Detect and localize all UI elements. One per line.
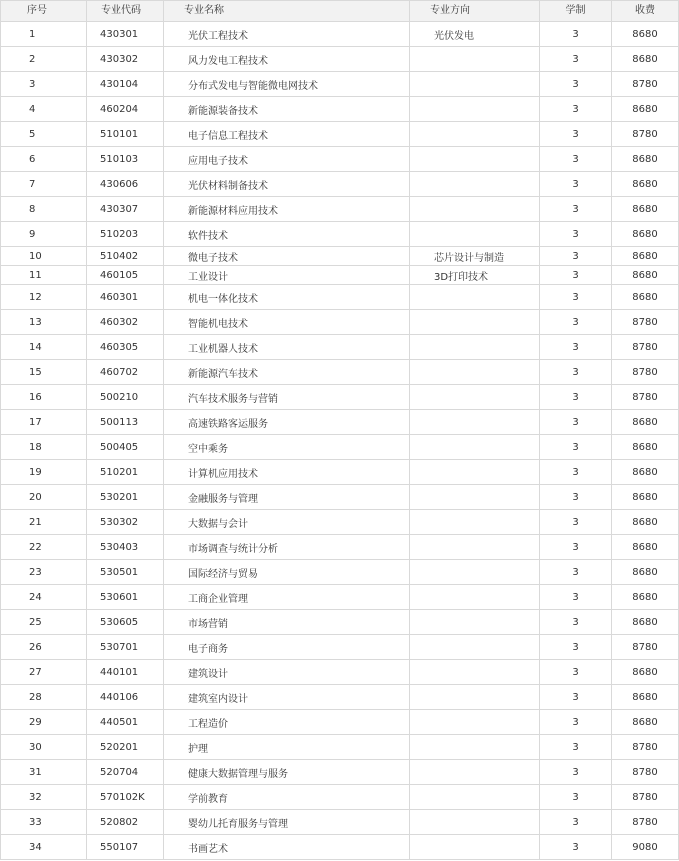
fee-cell: 8780	[612, 735, 679, 760]
years-cell: 3	[540, 660, 612, 685]
code-cell: 440101	[87, 660, 164, 685]
seq-cell: 15	[1, 360, 87, 385]
years-cell: 3	[540, 760, 612, 785]
direction-cell	[410, 285, 540, 310]
fee-cell: 8680	[612, 22, 679, 47]
years-cell: 3	[540, 510, 612, 535]
years-cell: 3	[540, 635, 612, 660]
name-cell: 国际经济与贸易	[164, 560, 410, 585]
fee-cell: 8680	[612, 535, 679, 560]
fee-cell: 8780	[612, 760, 679, 785]
code-cell: 440106	[87, 685, 164, 710]
fee-cell: 8780	[612, 635, 679, 660]
seq-cell: 11	[1, 266, 87, 285]
direction-cell	[410, 610, 540, 635]
code-cell: 510203	[87, 222, 164, 247]
years-cell: 3	[540, 72, 612, 97]
table-row	[1, 335, 679, 360]
name-cell: 健康大数据管理与服务	[164, 760, 410, 785]
years-cell: 3	[540, 810, 612, 835]
code-cell: 460105	[87, 266, 164, 285]
direction-cell	[410, 835, 540, 860]
seq-cell: 7	[1, 172, 87, 197]
fee-cell: 8680	[612, 460, 679, 485]
seq-cell: 23	[1, 560, 87, 585]
seq-cell: 21	[1, 510, 87, 535]
seq-cell: 14	[1, 335, 87, 360]
code-cell: 500113	[87, 410, 164, 435]
name-cell: 智能机电技术	[164, 310, 410, 335]
seq-cell: 5	[1, 122, 87, 147]
name-cell: 高速铁路客运服务	[164, 410, 410, 435]
name-cell: 市场营销	[164, 610, 410, 635]
years-cell: 3	[540, 460, 612, 485]
name-cell: 工程造价	[164, 710, 410, 735]
seq-cell: 27	[1, 660, 87, 685]
name-cell: 机电一体化技术	[164, 285, 410, 310]
code-cell: 520704	[87, 760, 164, 785]
code-cell: 530302	[87, 510, 164, 535]
fee-cell: 8780	[612, 385, 679, 410]
years-cell: 3	[540, 435, 612, 460]
fee-cell: 8680	[612, 560, 679, 585]
direction-cell	[410, 47, 540, 72]
years-cell: 3	[540, 247, 612, 266]
name-cell: 婴幼儿托育服务与管理	[164, 810, 410, 835]
code-cell: 510402	[87, 247, 164, 266]
seq-cell: 29	[1, 710, 87, 735]
code-cell: 510201	[87, 460, 164, 485]
code-cell: 510101	[87, 122, 164, 147]
table-row	[1, 410, 679, 435]
seq-cell: 1	[1, 22, 87, 47]
years-cell: 3	[540, 560, 612, 585]
fee-cell: 8680	[612, 147, 679, 172]
header-fee: 收费	[612, 1, 679, 22]
years-cell: 3	[540, 535, 612, 560]
direction-cell: 芯片设计与制造	[410, 247, 540, 266]
code-cell: 530701	[87, 635, 164, 660]
table-row	[1, 535, 679, 560]
table-row	[1, 760, 679, 785]
years-cell: 3	[540, 147, 612, 172]
seq-cell: 2	[1, 47, 87, 72]
seq-cell: 8	[1, 197, 87, 222]
years-cell: 3	[540, 172, 612, 197]
direction-cell	[410, 360, 540, 385]
fee-cell: 8780	[612, 122, 679, 147]
code-cell: 460302	[87, 310, 164, 335]
code-cell: 570102K	[87, 785, 164, 810]
direction-cell	[410, 385, 540, 410]
seq-cell: 34	[1, 835, 87, 860]
direction-cell	[410, 335, 540, 360]
direction-cell: 3D打印技术	[410, 266, 540, 285]
table-row	[1, 22, 679, 47]
name-cell: 新能源装备技术	[164, 97, 410, 122]
direction-cell	[410, 310, 540, 335]
table-row	[1, 510, 679, 535]
table-row	[1, 610, 679, 635]
fee-cell: 8680	[612, 197, 679, 222]
table-row	[1, 72, 679, 97]
years-cell: 3	[540, 360, 612, 385]
direction-cell	[410, 510, 540, 535]
seq-cell: 16	[1, 385, 87, 410]
table-row	[1, 810, 679, 835]
code-cell: 440501	[87, 710, 164, 735]
direction-cell	[410, 122, 540, 147]
years-cell: 3	[540, 410, 612, 435]
name-cell: 软件技术	[164, 222, 410, 247]
name-cell: 微电子技术	[164, 247, 410, 266]
direction-cell	[410, 172, 540, 197]
code-cell: 430301	[87, 22, 164, 47]
header-seq: 序号	[1, 1, 87, 22]
direction-cell	[410, 410, 540, 435]
table-row	[1, 485, 679, 510]
fee-cell: 8680	[612, 247, 679, 266]
fee-cell: 8780	[612, 310, 679, 335]
name-cell: 护理	[164, 735, 410, 760]
direction-cell	[410, 785, 540, 810]
table-row	[1, 310, 679, 335]
fee-cell: 8680	[612, 410, 679, 435]
fee-cell: 8680	[612, 266, 679, 285]
fee-cell: 8680	[612, 485, 679, 510]
seq-cell: 30	[1, 735, 87, 760]
years-cell: 3	[540, 222, 612, 247]
seq-cell: 31	[1, 760, 87, 785]
seq-cell: 26	[1, 635, 87, 660]
direction-cell	[410, 585, 540, 610]
fee-cell: 8680	[612, 510, 679, 535]
name-cell: 分布式发电与智能微电网技术	[164, 72, 410, 97]
name-cell: 书画艺术	[164, 835, 410, 860]
table-row	[1, 435, 679, 460]
name-cell: 金融服务与管理	[164, 485, 410, 510]
name-cell: 电子信息工程技术	[164, 122, 410, 147]
code-cell: 530601	[87, 585, 164, 610]
seq-cell: 13	[1, 310, 87, 335]
direction-cell	[410, 760, 540, 785]
seq-cell: 18	[1, 435, 87, 460]
name-cell: 光伏材料制备技术	[164, 172, 410, 197]
direction-cell	[410, 485, 540, 510]
code-cell: 530403	[87, 535, 164, 560]
header-row	[1, 1, 679, 22]
years-cell: 3	[540, 485, 612, 510]
table-row	[1, 266, 679, 285]
name-cell: 汽车技术服务与营销	[164, 385, 410, 410]
direction-cell	[410, 222, 540, 247]
years-cell: 3	[540, 785, 612, 810]
table-row	[1, 247, 679, 266]
table-row	[1, 785, 679, 810]
years-cell: 3	[540, 197, 612, 222]
table-row	[1, 360, 679, 385]
code-cell: 550107	[87, 835, 164, 860]
fee-cell: 8680	[612, 585, 679, 610]
code-cell: 430606	[87, 172, 164, 197]
name-cell: 建筑设计	[164, 660, 410, 685]
fee-cell: 8780	[612, 72, 679, 97]
code-cell: 460702	[87, 360, 164, 385]
code-cell: 530201	[87, 485, 164, 510]
fee-cell: 8680	[612, 610, 679, 635]
table-row	[1, 660, 679, 685]
code-cell: 430307	[87, 197, 164, 222]
direction-cell	[410, 460, 540, 485]
code-cell: 460305	[87, 335, 164, 360]
code-cell: 430104	[87, 72, 164, 97]
direction-cell	[410, 685, 540, 710]
header-direction: 专业方向	[410, 1, 540, 22]
years-cell: 3	[540, 710, 612, 735]
table-row	[1, 735, 679, 760]
fee-cell: 8680	[612, 285, 679, 310]
direction-cell	[410, 147, 540, 172]
table-row	[1, 710, 679, 735]
name-cell: 市场调查与统计分析	[164, 535, 410, 560]
name-cell: 计算机应用技术	[164, 460, 410, 485]
name-cell: 应用电子技术	[164, 147, 410, 172]
direction-cell	[410, 97, 540, 122]
years-cell: 3	[540, 266, 612, 285]
seq-cell: 20	[1, 485, 87, 510]
direction-cell	[410, 635, 540, 660]
name-cell: 工业设计	[164, 266, 410, 285]
years-cell: 3	[540, 385, 612, 410]
fee-cell: 9080	[612, 835, 679, 860]
seq-cell: 24	[1, 585, 87, 610]
code-cell: 460301	[87, 285, 164, 310]
table-row	[1, 197, 679, 222]
years-cell: 3	[540, 610, 612, 635]
code-cell: 500210	[87, 385, 164, 410]
code-cell: 530605	[87, 610, 164, 635]
table-row	[1, 172, 679, 197]
direction-cell	[410, 435, 540, 460]
name-cell: 空中乘务	[164, 435, 410, 460]
table-row	[1, 685, 679, 710]
name-cell: 工业机器人技术	[164, 335, 410, 360]
name-cell: 新能源汽车技术	[164, 360, 410, 385]
table-row	[1, 585, 679, 610]
header-code: 专业代码	[87, 1, 164, 22]
fee-cell: 8680	[612, 710, 679, 735]
fee-cell: 8680	[612, 435, 679, 460]
table-row	[1, 835, 679, 860]
seq-cell: 12	[1, 285, 87, 310]
fee-cell: 8780	[612, 360, 679, 385]
code-cell: 520802	[87, 810, 164, 835]
header-name: 专业名称	[164, 1, 410, 22]
fee-cell: 8680	[612, 685, 679, 710]
seq-cell: 3	[1, 72, 87, 97]
code-cell: 500405	[87, 435, 164, 460]
table-row	[1, 635, 679, 660]
code-cell: 460204	[87, 97, 164, 122]
years-cell: 3	[540, 335, 612, 360]
years-cell: 3	[540, 735, 612, 760]
name-cell: 建筑室内设计	[164, 685, 410, 710]
fee-cell: 8680	[612, 660, 679, 685]
name-cell: 光伏工程技术	[164, 22, 410, 47]
years-cell: 3	[540, 122, 612, 147]
direction-cell	[410, 535, 540, 560]
years-cell: 3	[540, 835, 612, 860]
fee-cell: 8780	[612, 335, 679, 360]
table-row	[1, 560, 679, 585]
years-cell: 3	[540, 310, 612, 335]
direction-cell	[410, 560, 540, 585]
direction-cell	[410, 710, 540, 735]
name-cell: 工商企业管理	[164, 585, 410, 610]
years-cell: 3	[540, 685, 612, 710]
name-cell: 学前教育	[164, 785, 410, 810]
direction-cell	[410, 72, 540, 97]
seq-cell: 10	[1, 247, 87, 266]
seq-cell: 22	[1, 535, 87, 560]
table-row	[1, 147, 679, 172]
table-row	[1, 385, 679, 410]
name-cell: 新能源材料应用技术	[164, 197, 410, 222]
seq-cell: 19	[1, 460, 87, 485]
table-row	[1, 47, 679, 72]
direction-cell	[410, 660, 540, 685]
seq-cell: 25	[1, 610, 87, 635]
seq-cell: 9	[1, 222, 87, 247]
table-row	[1, 285, 679, 310]
fee-cell: 8780	[612, 785, 679, 810]
code-cell: 530501	[87, 560, 164, 585]
table-row	[1, 97, 679, 122]
years-cell: 3	[540, 97, 612, 122]
years-cell: 3	[540, 47, 612, 72]
table-row	[1, 122, 679, 147]
code-cell: 430302	[87, 47, 164, 72]
direction-cell	[410, 810, 540, 835]
name-cell: 风力发电工程技术	[164, 47, 410, 72]
direction-cell	[410, 197, 540, 222]
header-years: 学制	[540, 1, 612, 22]
name-cell: 电子商务	[164, 635, 410, 660]
direction-cell: 光伏发电	[410, 22, 540, 47]
table-row	[1, 460, 679, 485]
direction-cell	[410, 735, 540, 760]
fee-cell: 8680	[612, 222, 679, 247]
table-body	[1, 22, 679, 860]
seq-cell: 33	[1, 810, 87, 835]
seq-cell: 28	[1, 685, 87, 710]
fee-cell: 8780	[612, 810, 679, 835]
seq-cell: 32	[1, 785, 87, 810]
seq-cell: 4	[1, 97, 87, 122]
code-cell: 520201	[87, 735, 164, 760]
years-cell: 3	[540, 585, 612, 610]
fee-cell: 8680	[612, 97, 679, 122]
fee-cell: 8680	[612, 172, 679, 197]
fee-cell: 8680	[612, 47, 679, 72]
code-cell: 510103	[87, 147, 164, 172]
table-header	[1, 1, 679, 22]
years-cell: 3	[540, 22, 612, 47]
name-cell: 大数据与会计	[164, 510, 410, 535]
seq-cell: 17	[1, 410, 87, 435]
seq-cell: 6	[1, 147, 87, 172]
years-cell: 3	[540, 285, 612, 310]
table-row	[1, 222, 679, 247]
